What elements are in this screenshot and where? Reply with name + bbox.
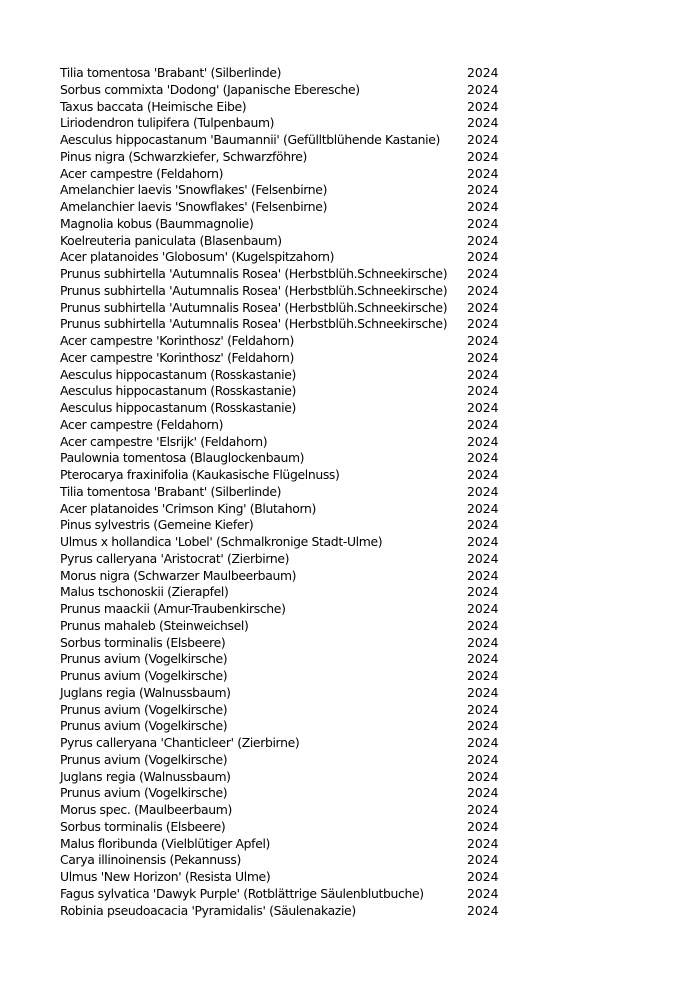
planting-year: 2024 [467,517,499,533]
tree-name: Magnolia kobus (Baummagnolie) [60,215,254,231]
list-item [60,132,520,149]
planting-year: 2024 [467,266,499,281]
list-item [60,534,520,551]
tree-name: Prunus avium (Vogelkirsche) [60,718,228,734]
list-item [60,886,520,903]
list-item [60,551,520,568]
planting-year: 2024 [467,567,499,583]
list-item [60,702,520,719]
list-item [60,166,520,183]
planting-year: 2024 [467,400,499,415]
tree-name: Acer campestre 'Elsrijk' (Feldahorn) [60,433,268,449]
planting-year: 2024 [467,383,499,399]
list-item [60,467,520,484]
planting-year: 2024 [467,416,499,432]
planting-year: 2024 [467,81,499,97]
list-item [60,802,520,819]
tree-name: Pinus sylvestris (Gemeine Kiefer) [60,517,254,533]
planting-year: 2024 [467,115,499,131]
tree-name: Malus floribunda (Vielblütiger Apfel) [60,835,271,851]
list-item [60,65,520,82]
tree-name: Tilia tomentosa 'Brabant' (Silberlinde) [60,65,282,80]
planting-year: 2024 [467,316,499,332]
tree-name: Tilia tomentosa 'Brabant' (Silberlinde) [60,483,282,499]
list-item [60,400,520,417]
tree-name: Prunus maackii (Amur-Traubenkirsche) [60,601,286,616]
list-item [60,182,520,199]
planting-year: 2024 [467,701,499,717]
list-item [60,718,520,735]
planting-year: 2024 [467,802,499,817]
tree-name: Malus tschonoskii (Zierapfel) [60,584,229,600]
list-item [60,367,520,384]
tree-name: Aesculus hippocastanum (Rosskastanie) [60,383,296,399]
planting-year: 2024 [467,869,499,884]
list-item [60,685,520,702]
planting-year: 2024 [467,902,499,918]
tree-name: Prunus avium (Vogelkirsche) [60,651,228,667]
planting-year: 2024 [467,98,499,114]
tree-name: Ulmus 'New Horizon' (Resista Ulme) [60,869,271,884]
list-item [60,115,520,132]
planting-year: 2024 [467,132,499,147]
tree-name: Acer platanoides 'Crimson King' (Blutahorn) [60,500,316,516]
list-item [60,283,520,300]
list-item [60,517,520,534]
tree-name: Acer campestre (Feldahorn) [60,416,224,432]
tree-name: Carya illinoinensis (Pekannuss) [60,852,241,868]
list-item [60,618,520,635]
tree-name: Prunus subhirtella 'Autumnalis Rosea' (Herbstblüh.Schneekirsche) [60,266,448,281]
planting-year: 2024 [467,366,499,382]
tree-name: Prunus subhirtella 'Autumnalis Rosea' (Herbstblüh.Schneekirsche) [60,299,448,315]
tree-name: Paulownia tomentosa (Blauglockenbaum) [60,450,305,466]
list-item [60,869,520,886]
planting-year: 2024 [467,852,499,868]
tree-name: Aesculus hippocastanum (Rosskastanie) [60,400,296,415]
planting-year: 2024 [467,601,499,616]
list-item [60,199,520,216]
list-item [60,752,520,769]
list-item [60,316,520,333]
list-item [60,434,520,451]
tree-name: Sorbus torminalis (Elsbeere) [60,634,226,650]
planting-year: 2024 [467,148,499,164]
planting-year: 2024 [467,534,499,549]
tree-name: Prunus subhirtella 'Autumnalis Rosea' (Herbstblüh.Schneekirsche) [60,282,448,298]
list-item [60,785,520,802]
planting-year: 2024 [467,584,499,600]
tree-name: Pyrus calleryana 'Chanticleer' (Zierbirne) [60,735,300,750]
tree-name: Prunus subhirtella 'Autumnalis Rosea' (Herbstblüh.Schneekirsche) [60,316,448,332]
planting-year: 2024 [467,634,499,650]
planting-year: 2024 [467,718,499,734]
planting-year: 2024 [467,215,499,231]
tree-name: Juglans regia (Walnussbaum) [60,684,231,700]
list-item [60,651,520,668]
list-item [60,300,520,317]
planting-year: 2024 [467,684,499,700]
list-item [60,584,520,601]
planting-year: 2024 [467,450,499,466]
planting-year: 2024 [467,299,499,315]
list-item [60,99,520,116]
planting-year: 2024 [467,651,499,667]
tree-name: Pyrus calleryana 'Aristocrat' (Zierbirne) [60,550,290,566]
tree-name: Amelanchier laevis 'Snowflakes' (Felsenbirne) [60,199,328,214]
tree-name: Robinia pseudoacacia 'Pyramidalis' (Säulenakazie) [60,902,356,918]
list-item [60,635,520,652]
planting-year: 2024 [467,768,499,784]
tree-name: Morus nigra (Schwarzer Maulbeerbaum) [60,567,297,583]
planting-year: 2024 [467,668,499,683]
tree-name: Aesculus hippocastanum (Rosskastanie) [60,366,296,382]
tree-name: Prunus mahaleb (Steinweichsel) [60,617,249,633]
planting-year: 2024 [467,483,499,499]
planting-year: 2024 [467,751,499,767]
planting-year: 2024 [467,617,499,633]
list-item [60,266,520,283]
list-item [60,836,520,853]
list-item [60,333,520,350]
planting-year: 2024 [467,282,499,298]
planting-year: 2024 [467,182,499,198]
tree-name: Amelanchier laevis 'Snowflakes' (Felsenbirne) [60,182,328,198]
planting-year: 2024 [467,333,499,348]
list-item [60,249,520,266]
tree-name: Liriodendron tulipifera (Tulpenbaum) [60,115,275,131]
tree-name: Prunus avium (Vogelkirsche) [60,751,228,767]
tree-name: Fagus sylvatica 'Dawyk Purple' (Rotblättrige Säulenblutbuche) [60,885,424,901]
tree-name: Acer platanoides 'Globosum' (Kugelspitzahorn) [60,249,335,265]
list-item [60,769,520,786]
tree-name: Koelreuteria paniculata (Blasenbaum) [60,232,282,248]
list-item [60,668,520,685]
tree-list [60,65,520,919]
tree-name: Juglans regia (Walnussbaum) [60,768,231,784]
list-item [60,819,520,836]
tree-name: Acer campestre 'Korinthosz' (Feldahorn) [60,349,295,365]
list-item [60,601,520,618]
planting-year: 2024 [467,165,499,181]
tree-name: Aesculus hippocastanum 'Baumannii' (Gefülltblühende Kastanie) [60,132,441,147]
list-item [60,350,520,367]
tree-name: Acer campestre 'Korinthosz' (Feldahorn) [60,333,295,348]
planting-year: 2024 [467,735,499,750]
list-item [60,450,520,467]
list-item [60,417,520,434]
planting-year: 2024 [467,818,499,834]
tree-name: Taxus baccata (Heimische Eibe) [60,98,247,114]
list-item [60,568,520,585]
tree-name: Sorbus torminalis (Elsbeere) [60,818,226,834]
planting-year: 2024 [467,885,499,901]
tree-name: Prunus avium (Vogelkirsche) [60,785,228,801]
list-item [60,149,520,166]
planting-year: 2024 [467,550,499,566]
planting-year: 2024 [467,785,499,801]
tree-name: Sorbus commixta 'Dodong' (Japanische Eberesche) [60,81,360,97]
list-item [60,735,520,752]
tree-name: Pterocarya fraxinifolia (Kaukasische Flügelnuss) [60,467,340,482]
tree-name: Ulmus x hollandica 'Lobel' (Schmalkronige Stadt-Ulme) [60,534,383,549]
tree-name: Prunus avium (Vogelkirsche) [60,668,228,683]
planting-year: 2024 [467,199,499,214]
tree-name: Pinus nigra (Schwarzkiefer, Schwarzföhre) [60,148,307,164]
planting-year: 2024 [467,249,499,265]
list-item [60,82,520,99]
planting-year: 2024 [467,349,499,365]
planting-year: 2024 [467,65,499,80]
planting-year: 2024 [467,835,499,851]
tree-name: Prunus avium (Vogelkirsche) [60,701,228,717]
list-item [60,216,520,233]
planting-year: 2024 [467,433,499,449]
planting-year: 2024 [467,500,499,516]
tree-name: Morus spec. (Maulbeerbaum) [60,802,232,817]
list-item [60,484,520,501]
list-item [60,903,520,920]
list-item [60,501,520,518]
list-item [60,852,520,869]
planting-year: 2024 [467,467,499,482]
list-item [60,383,520,400]
planting-year: 2024 [467,232,499,248]
tree-name: Acer campestre (Feldahorn) [60,165,224,181]
list-item [60,233,520,250]
